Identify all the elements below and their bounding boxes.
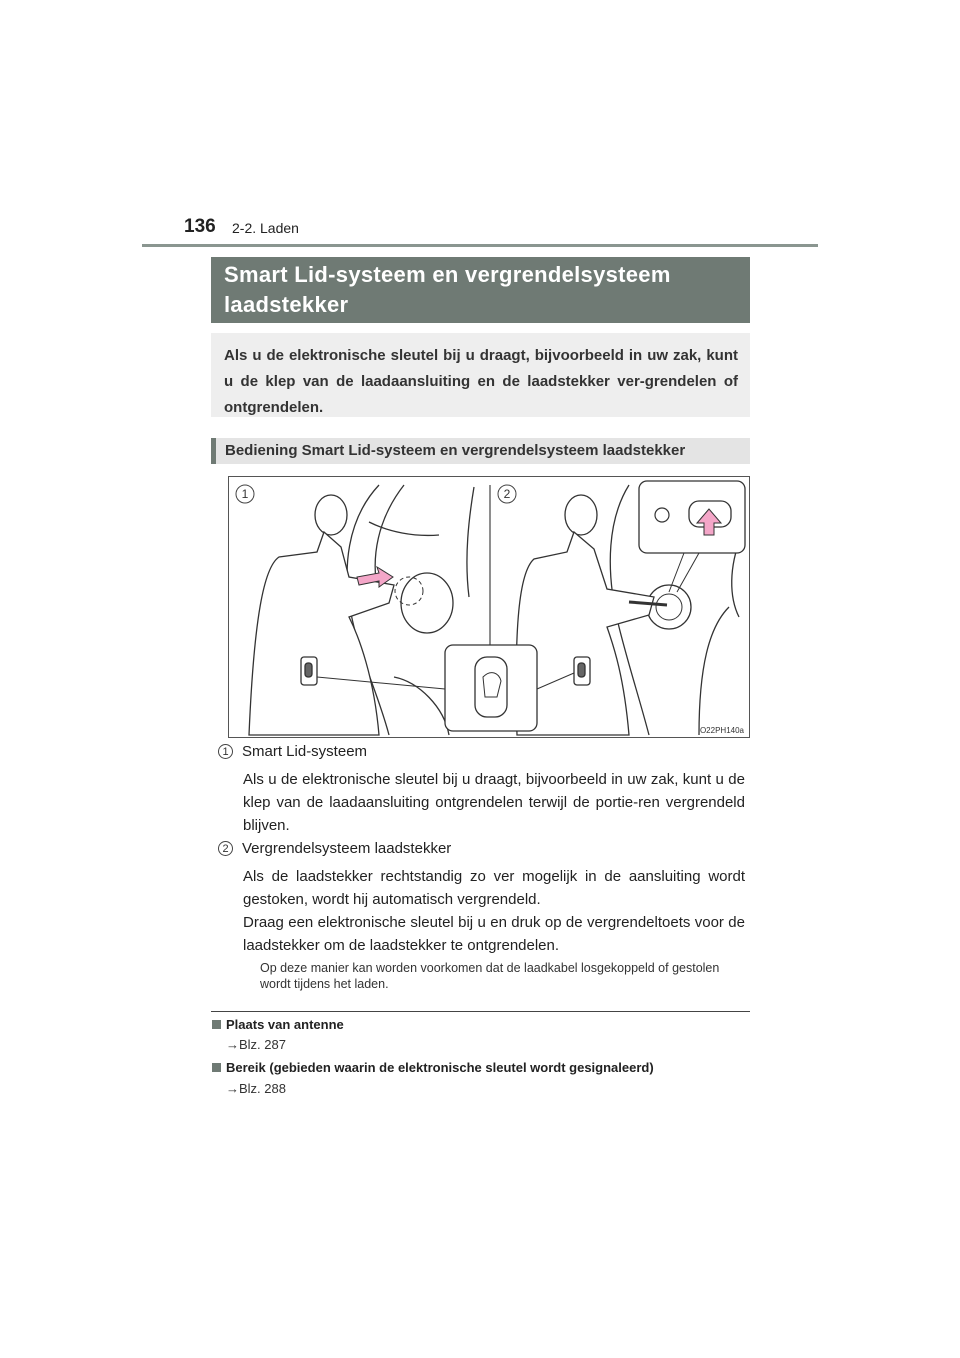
item-1-title: Smart Lid-systeem [242,743,368,760]
divider-rule [211,1011,750,1012]
ref-range-link[interactable]: →Blz. 288 [226,1081,286,1096]
charging-lid-left [401,573,453,633]
marker-1: 1 [241,487,249,501]
person-left [249,495,394,735]
subheading: Bediening Smart Lid-systeem en vergrendelsysteem laadstekker [211,438,750,464]
square-bullet-icon [212,1020,221,1029]
item-2-title: Vergrendelsysteem laadstekker [242,840,452,857]
intro-text: Als u de elektronische sleutel bij u draagt, bijvoorbeeld in uw zak, kunt u de klep van de laadaansluiting en de laadstekker ver-grendelen of ontgrendelen. [211,333,750,417]
illustration-drawing [229,477,749,737]
marker-2: 2 [503,487,511,501]
item-2-body [243,865,745,957]
figure-code: IO22PH140a [697,726,744,735]
header-rule [142,244,818,247]
item-2-text-2: Draag een elektronische sleutel bij u en druk op de vergrendeltoets voor de laadstekker om de laadstekker te ontgrendelen. [243,914,745,954]
ref-range-heading: Bereik (gebieden waarin de elektronische sleutel wordt gesignaleerd) [212,1060,654,1075]
item-2-text: Als de laadstekker rechtstandig zo ver mogelijk in de aansluiting wordt gestoken, wordt hij automatisch vergrendeld. [243,868,745,908]
ref-antenna-heading: Plaats van antenne [212,1017,344,1032]
ref-antenna-link[interactable]: →Blz. 287 [226,1037,286,1052]
item-1-body [243,768,745,837]
item-2-heading [218,838,451,860]
item-2-badge: 2 [218,841,233,856]
section-label: 2-2. Laden [232,220,299,236]
item-2-note: Op deze manier kan worden voorkomen dat de laadkabel losgekoppeld of gestolen wordt tijdens het laden. [260,961,720,991]
item-1-badge: 1 [218,744,233,759]
key-fob-icon [475,657,507,717]
page-number: 136 [184,216,216,237]
item-1-heading [218,741,367,763]
page-title: Smart Lid-systeem en vergrendelsysteem laadstekker [211,257,750,323]
illustration [228,476,750,738]
square-bullet-icon [212,1063,221,1072]
item-1-text: Als u de elektronische sleutel bij u draagt, bijvoorbeeld in uw zak, kunt u de klep van de laadaansluiting ontgrendelen terwijl de portie-ren vergrendeld blijven. [243,771,745,834]
